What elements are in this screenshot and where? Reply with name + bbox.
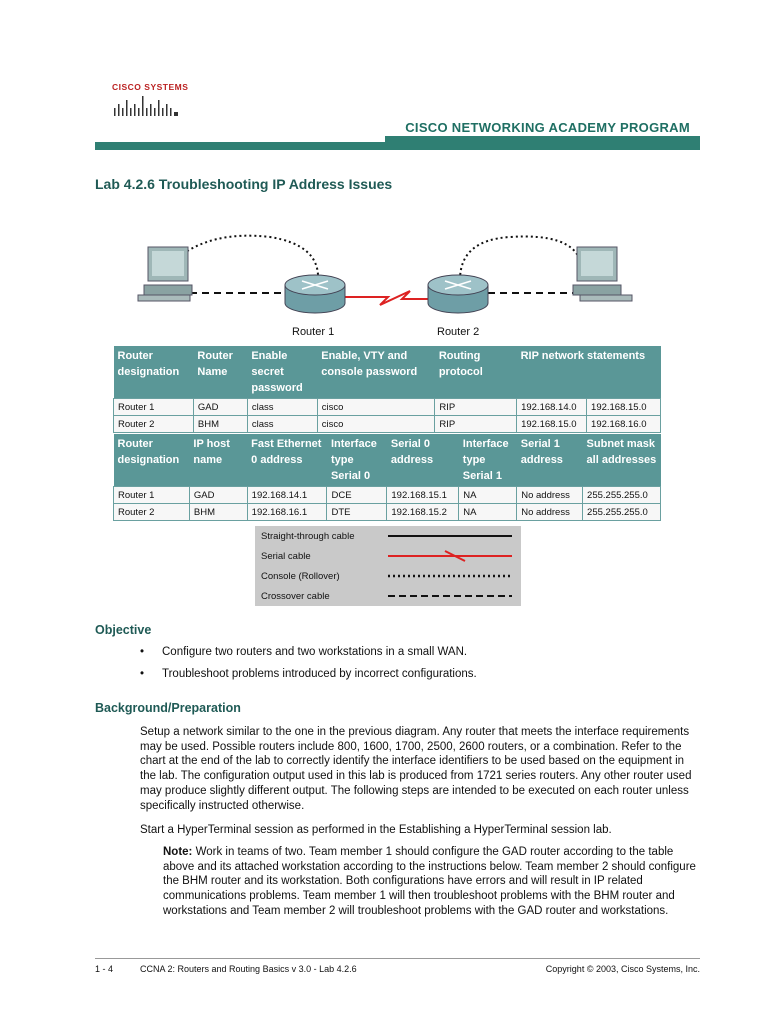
table-header: Fast Ethernet 0 address	[247, 434, 327, 487]
table-cell: 192.168.16.0	[587, 416, 661, 433]
table-header: Serial 0 address	[387, 434, 459, 487]
table-row	[114, 399, 661, 416]
table-cell: 192.168.15.1	[387, 487, 459, 504]
table-header-row	[114, 346, 661, 399]
router-1-icon	[285, 275, 345, 313]
legend-swatches	[385, 526, 515, 606]
table-cell: class	[247, 399, 317, 416]
table-row	[114, 416, 661, 433]
table-header-row	[114, 434, 661, 487]
table-header: RIP network statements	[517, 346, 661, 399]
table-cell: NA	[459, 487, 517, 504]
list-item-text: Troubleshoot problems introduced by incorrect configurations.	[162, 668, 477, 680]
table-cell: Router 1	[114, 399, 194, 416]
table-cell: DCE	[327, 487, 387, 504]
table-cell: DTE	[327, 504, 387, 521]
table-cell: BHM	[189, 504, 247, 521]
table-header: Router designation	[114, 346, 194, 399]
table-header: Interface type Serial 1	[459, 434, 517, 487]
router-2-label: Router 2	[437, 326, 480, 338]
router-1-label: Router 1	[292, 326, 335, 338]
table-cell: cisco	[317, 399, 435, 416]
bullet-icon: •	[140, 646, 145, 658]
router-2-icon	[428, 275, 488, 313]
footer-course: CCNA 2: Routers and Routing Basics v 3.0 - Lab 4.2.6	[140, 964, 357, 974]
table-header: Router designation	[114, 434, 190, 487]
list-item	[140, 668, 477, 680]
table-cell: RIP	[435, 399, 517, 416]
lab-title: Lab 4.2.6 Troubleshooting IP Address Issues	[95, 176, 393, 192]
console-cable-right	[460, 236, 580, 280]
list-item	[140, 646, 477, 658]
table-cell: No address	[517, 487, 583, 504]
table-header: IP host name	[189, 434, 247, 487]
table-cell: 192.168.16.1	[247, 504, 327, 521]
table-header: Enable, VTY and console password	[317, 346, 435, 399]
cable-legend	[255, 526, 521, 606]
list-item-text: Configure two routers and two workstations in a small WAN.	[162, 646, 468, 658]
table-cell: Router 1	[114, 487, 190, 504]
table-cell: Router 2	[114, 416, 194, 433]
table-cell: 192.168.14.0	[517, 399, 587, 416]
table-row	[114, 487, 661, 504]
objective-heading: Objective	[95, 623, 152, 637]
table-header: Routing protocol	[435, 346, 517, 399]
cisco-logo-bars-icon	[112, 94, 182, 118]
table-header: Enable secret password	[247, 346, 317, 399]
table-cell: 192.168.15.0	[517, 416, 587, 433]
note-paragraph	[163, 845, 700, 919]
table-cell: NA	[459, 504, 517, 521]
serial-swatch	[388, 551, 512, 561]
network-diagram	[130, 225, 640, 345]
workstation-left-icon	[138, 247, 192, 301]
table-cell: 255.255.255.0	[583, 504, 661, 521]
router-config-table-2	[113, 434, 661, 521]
footer-copyright: Copyright © 2003, Cisco Systems, Inc.	[545, 964, 700, 974]
legend-label: Crossover cable	[261, 591, 330, 602]
background-paragraph: Setup a network similar to the one in the previous diagram. Any router that meets the interface requirements may be used. Possible routers include 800, 1600, 1700, 2500, 2600 routers, or a combination. Refer to the chart at the end of the lab to correctly identify the interface identifiers to be used based on the equipment in the lab. The configuration output used in this lab is produced from 1721 series routers. Any other router used may produce slightly different output. The following steps are intended to be executed on each router unless specifically instructed otherwise.	[140, 726, 692, 812]
table-header: Subnet mask all addresses	[583, 434, 661, 487]
table-header: Router Name	[193, 346, 247, 399]
note-label: Note:	[163, 846, 193, 858]
hyperterminal-paragraph: Start a HyperTerminal session as performed in the Establishing a HyperTerminal session lab.	[140, 824, 612, 836]
table-cell: RIP	[435, 416, 517, 433]
table-header: Serial 1 address	[517, 434, 583, 487]
table-cell: cisco	[317, 416, 435, 433]
table-header: Interface type Serial 0	[327, 434, 387, 487]
table-cell: No address	[517, 504, 583, 521]
table-cell: Router 2	[114, 504, 190, 521]
workstation-right-icon	[573, 247, 632, 301]
table-cell: GAD	[189, 487, 247, 504]
serial-cable	[345, 291, 430, 305]
legend-label: Straight-through cable	[261, 531, 355, 542]
program-title: CISCO NETWORKING ACADEMY PROGRAM	[405, 120, 690, 135]
table-cell: 255.255.255.0	[583, 487, 661, 504]
note-text: Work in teams of two. Team member 1 should configure the GAD router according to the table above and its attached workstation according to the instructions below. Team member 2 should configure the BHM router and its workstation. Both configurations have errors and will result in IP related communications problems. Team member 1 will then troubleshoot problems with the BHM router and workstations and Team member 2 will troubleshoot problems with the GAD router and workstations.	[163, 846, 696, 917]
cisco-logo-text: CISCO SYSTEMS	[112, 82, 189, 92]
legend-label: Serial cable	[261, 551, 311, 562]
table-cell: class	[247, 416, 317, 433]
header-rule-notch	[95, 136, 385, 142]
legend-label: Console (Rollover)	[261, 571, 340, 582]
footer-page-number: 1 - 4	[95, 964, 114, 974]
table-cell: GAD	[193, 399, 247, 416]
router-config-table-1	[113, 346, 661, 433]
background-heading: Background/Preparation	[95, 701, 241, 715]
table-cell: 192.168.14.1	[247, 487, 327, 504]
table-cell: 192.168.15.0	[587, 399, 661, 416]
table-row	[114, 504, 661, 521]
table-cell: 192.168.15.2	[387, 504, 459, 521]
footer-rule	[95, 958, 700, 959]
table-cell: BHM	[193, 416, 247, 433]
bullet-icon: •	[140, 668, 145, 680]
console-cable-left	[175, 236, 318, 280]
objective-list	[140, 646, 477, 690]
